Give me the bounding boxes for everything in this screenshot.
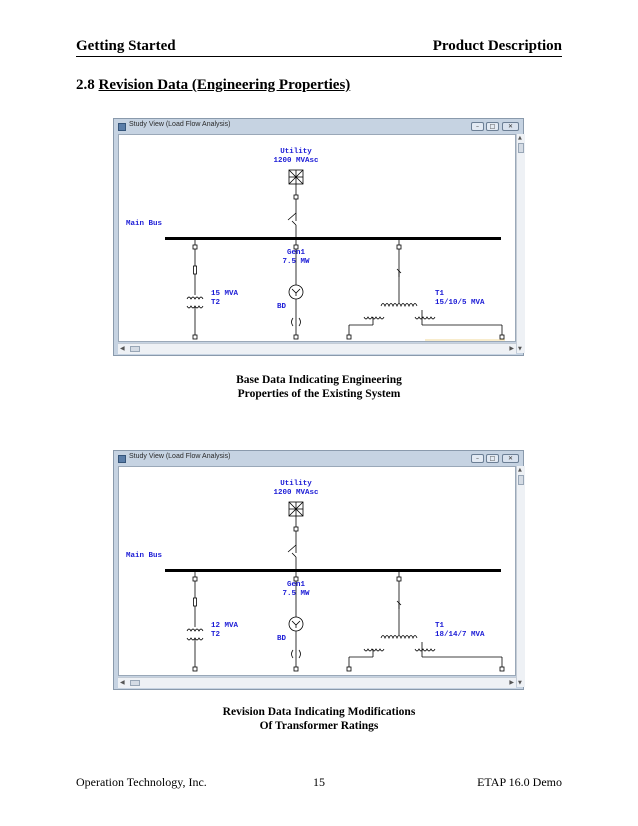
header-right: Product Description (432, 38, 562, 54)
gen1-symbol[interactable] (289, 285, 303, 299)
utility-label: Utility (280, 148, 312, 156)
utility-node (294, 527, 298, 531)
scroll-down-icon[interactable]: ▼ (518, 680, 522, 686)
vertical-scrollbar[interactable] (516, 466, 525, 687)
main-bus[interactable] (165, 237, 501, 240)
section-title (76, 77, 350, 94)
scroll-thumb[interactable] (518, 475, 524, 485)
gen1-label: Gen1 (286, 249, 306, 257)
gen1-symbol[interactable] (289, 617, 303, 631)
maximize-button[interactable]: □ (486, 454, 499, 463)
one-line-diagram (119, 135, 515, 341)
gen1-tag: BD (277, 635, 287, 643)
vertical-scrollbar[interactable] (516, 134, 525, 353)
t1-rating: 18/14/7 MVA (435, 631, 485, 639)
scroll-right-icon[interactable]: ▶ (509, 345, 514, 352)
section-title-text: Revision Data (Engineering Properties) (98, 77, 351, 93)
app-icon (118, 123, 126, 131)
figure-caption (169, 373, 469, 401)
scroll-left-icon[interactable]: ◀ (120, 679, 125, 686)
t1-rating: 15/10/5 MVA (435, 299, 485, 307)
one-line-diagram-canvas[interactable] (118, 134, 516, 342)
scroll-thumb[interactable] (518, 143, 524, 153)
utility-node (294, 195, 298, 199)
utility-label: Utility (280, 480, 312, 488)
t2-primary-winding[interactable] (187, 297, 203, 299)
caption-line: Base Data Indicating Engineering (236, 374, 402, 386)
one-line-diagram-canvas[interactable] (118, 466, 516, 676)
gen1-tag: BD (277, 303, 287, 311)
window-titlebar[interactable] (114, 451, 523, 466)
scroll-right-icon[interactable]: ▶ (509, 679, 514, 686)
t1-secondary-winding[interactable] (364, 649, 384, 651)
gen1-label: Gen1 (286, 581, 306, 589)
scroll-down-icon[interactable]: ▼ (518, 346, 522, 352)
study-view-window-revision (113, 450, 524, 690)
t2-rating: 15 MVA (211, 290, 239, 298)
horizontal-scrollbar[interactable] (118, 343, 516, 354)
t1-tertiary-winding[interactable] (415, 649, 435, 651)
main-bus[interactable] (165, 569, 501, 572)
window-title: Study View (Load Flow Analysis) (129, 453, 231, 460)
t1-secondary-winding[interactable] (364, 317, 384, 319)
t2-rating: 12 MVA (211, 622, 239, 630)
scroll-left-icon[interactable]: ◀ (120, 345, 125, 352)
page-header (76, 38, 562, 57)
t2-label: T2 (211, 631, 221, 639)
window-title: Study View (Load Flow Analysis) (129, 121, 231, 128)
one-line-diagram (119, 467, 515, 675)
t1-primary-winding[interactable] (381, 304, 417, 307)
scroll-thumb[interactable] (130, 346, 140, 352)
gen1-rating: 7.5 MW (282, 590, 310, 598)
minimize-button[interactable]: – (471, 454, 484, 463)
footer-company: Operation Technology, Inc. (76, 775, 207, 789)
scroll-up-icon[interactable]: ▲ (518, 135, 522, 141)
minimize-button[interactable]: – (471, 122, 484, 131)
section-number: 2.8 (76, 77, 95, 93)
utility-breaker[interactable] (288, 545, 296, 557)
t1-label: T1 (435, 290, 445, 298)
caption-line: Properties of the Existing System (237, 388, 401, 400)
scroll-thumb[interactable] (130, 680, 140, 686)
page-number: 15 (313, 775, 325, 789)
maximize-button[interactable]: □ (486, 122, 499, 131)
main-bus-label: Main Bus (126, 220, 163, 228)
t2-primary-winding[interactable] (187, 629, 203, 631)
horizontal-scrollbar[interactable] (118, 677, 516, 688)
study-view-window-base (113, 118, 524, 356)
caption-line: Revision Data Indicating Modifications (222, 706, 416, 718)
header-left: Getting Started (76, 38, 176, 54)
main-bus-label: Main Bus (126, 552, 163, 560)
close-button[interactable]: ✕ (502, 454, 519, 463)
utility-breaker[interactable] (288, 213, 296, 225)
gen1-rating: 7.5 MW (282, 258, 310, 266)
scroll-up-icon[interactable]: ▲ (518, 467, 522, 473)
t1-tertiary-winding[interactable] (415, 317, 435, 319)
window-titlebar[interactable] (114, 119, 523, 134)
utility-rating: 1200 MVAsc (273, 157, 319, 165)
app-icon (118, 455, 126, 463)
close-button[interactable]: ✕ (502, 122, 519, 131)
t2-fuse[interactable] (194, 598, 197, 606)
utility-rating: 1200 MVAsc (273, 489, 319, 497)
t1-primary-winding[interactable] (381, 636, 417, 639)
t2-fuse[interactable] (194, 266, 197, 274)
t2-label: T2 (211, 299, 221, 307)
footer-product: ETAP 16.0 Demo (477, 775, 562, 789)
caption-line: Of Transformer Ratings (259, 720, 379, 732)
figure-caption (169, 705, 469, 733)
t1-label: T1 (435, 622, 445, 630)
